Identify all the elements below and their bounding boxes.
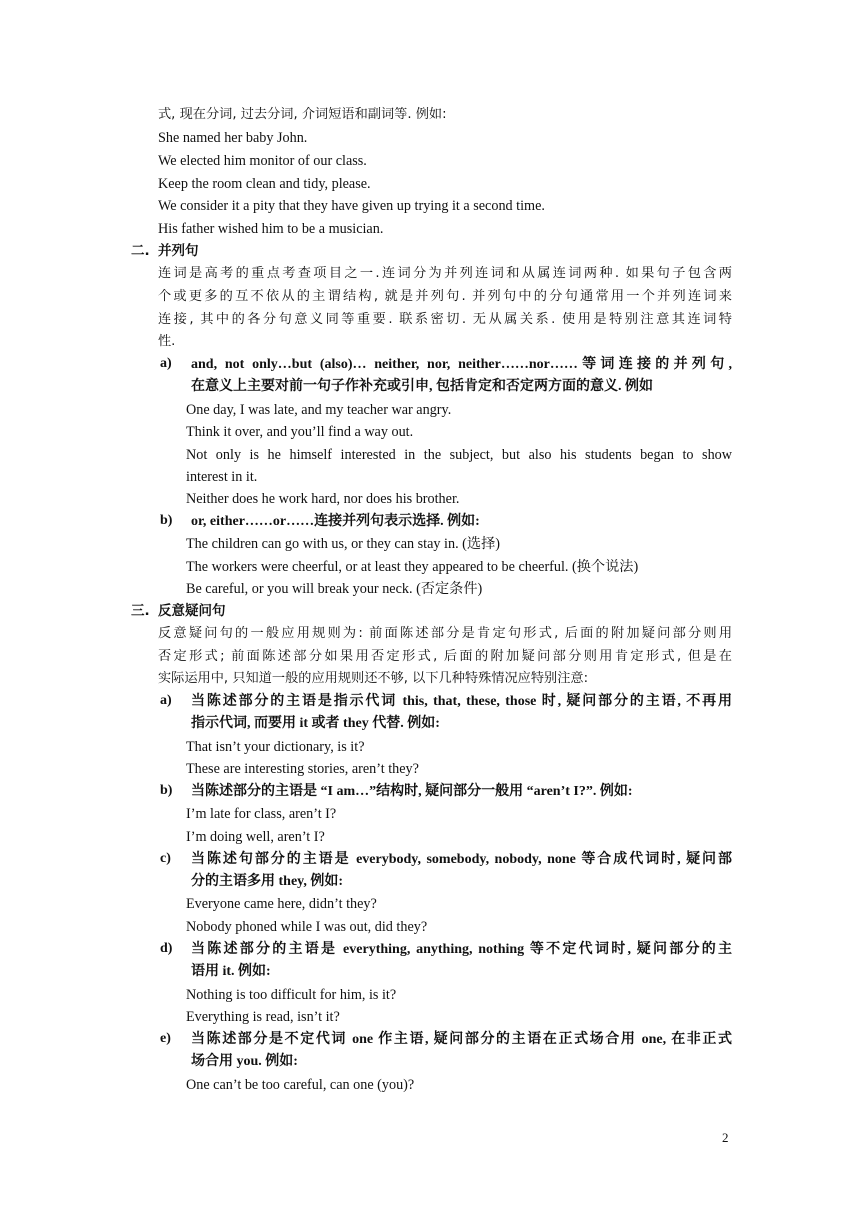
- example-sentence: One can’t be too careful, can one (you)?: [186, 1077, 415, 1093]
- example-sentence: She named her baby John.: [158, 130, 308, 146]
- example-sentence: We elected him monitor of our class.: [158, 153, 367, 169]
- paragraph-line: 连词是高考的重点考查项目之一.连词分为并列连词和从属连词两种. 如果句子包含两: [158, 266, 732, 281]
- example-sentence: Be careful, or you will break your neck. (否定条件): [186, 581, 483, 597]
- paragraph-line: 性.: [158, 334, 176, 349]
- list-item-text: 当陈述部分的主语是指示代词 this, that, these, those 时, 疑问部分的主语, 不再用: [191, 694, 732, 709]
- list-marker: a): [160, 693, 172, 708]
- list-marker: b): [160, 783, 173, 798]
- example-sentence: That isn’t your dictionary, is it?: [186, 739, 365, 755]
- list-item-text: 语用 it. 例如:: [191, 964, 271, 979]
- example-sentence: Everyone came here, didn’t they?: [186, 896, 377, 912]
- list-item-text: 当陈述部分是不定代词 one 作主语, 疑问部分的主语在正式场合用 one, 在非正式: [191, 1032, 732, 1047]
- example-sentence: I’m doing well, aren’t I?: [186, 829, 325, 845]
- paragraph-line: 否定形式; 前面陈述部分如果用否定形式, 后面的附加疑问部分则用肯定形式, 但是在: [158, 649, 732, 664]
- paragraph-line: 实际运用中, 只知道一般的应用规则还不够, 以下几种特殊情况应特别注意:: [158, 671, 589, 686]
- section-title: 并列句: [158, 243, 199, 259]
- list-item-text: 指示代词, 而要用 it 或者 they 代替. 例如:: [191, 716, 440, 731]
- example-sentence: These are interesting stories, aren’t they?: [186, 761, 419, 777]
- example-sentence: I’m late for class, aren’t I?: [186, 806, 337, 822]
- paragraph-line: 连接, 其中的各分句意义同等重要. 联系密切. 无从属关系. 使用是特别注意其连词特: [158, 312, 732, 327]
- example-sentence: The workers were cheerful, or at least they appeared to be cheerful. (换个说法): [186, 559, 639, 575]
- list-marker: b): [160, 513, 173, 528]
- paragraph-line: 个或更多的互不依从的主谓结构, 就是并列句. 并列句中的分句通常用一个并列连词来: [158, 289, 732, 304]
- example-sentence: Keep the room clean and tidy, please.: [158, 176, 371, 192]
- example-sentence: His father wished him to be a musician.: [158, 221, 384, 237]
- paragraph-line: 反意疑问句的一般应用规则为: 前面陈述部分是肯定句形式, 后面的附加疑问部分则用: [158, 626, 732, 641]
- page-number: 2: [722, 1130, 729, 1145]
- example-sentence: Everything is read, isn’t it?: [186, 1009, 340, 1025]
- list-marker: d): [160, 941, 173, 956]
- intro-continuation: 式, 现在分词, 过去分词, 介词短语和副词等. 例如:: [158, 107, 447, 122]
- list-item-text: 分的主语多用 they, 例如:: [191, 874, 344, 889]
- example-sentence: interest in it.: [186, 469, 258, 485]
- list-item-text: 当陈述部分的主语是 “I am…”结构时, 疑问部分一般用 “aren’t I?”. 例如:: [191, 784, 633, 799]
- list-item-text: 当陈述句部分的主语是 everybody, somebody, nobody, none 等合成代词时, 疑问部: [191, 852, 732, 867]
- section-number: 二.: [131, 243, 150, 259]
- list-item-text: 在意义上主要对前一句子作补充或引申, 包括肯定和否定两方面的意义. 例如: [191, 379, 653, 394]
- example-sentence: Nobody phoned while I was out, did they?: [186, 919, 428, 935]
- list-item-text: 当陈述部分的主语是 everything, anything, nothing 等不定代词时, 疑问部分的主: [191, 942, 732, 957]
- example-sentence: Neither does he work hard, nor does his brother.: [186, 491, 460, 507]
- list-marker: a): [160, 356, 172, 371]
- list-item-text: or, either……or……连接并列句表示选择. 例如:: [191, 514, 480, 529]
- example-sentence: Think it over, and you’ll find a way out.: [186, 424, 414, 440]
- example-sentence: One day, I was late, and my teacher war angry.: [186, 402, 452, 418]
- list-marker: e): [160, 1031, 171, 1046]
- section-number: 三.: [131, 603, 150, 619]
- list-item-text: 场合用 you. 例如:: [191, 1054, 298, 1069]
- example-sentence: Not only is he himself interested in the subject, but also his students began to show: [186, 447, 732, 463]
- example-sentence: The children can go with us, or they can stay in. (选择): [186, 536, 501, 552]
- list-marker: c): [160, 851, 171, 866]
- example-sentence: Nothing is too difficult for him, is it?: [186, 987, 397, 1003]
- section-title: 反意疑问句: [158, 603, 226, 619]
- example-sentence: We consider it a pity that they have given up trying it a second time.: [158, 198, 545, 214]
- list-item-text: and, not only…but (also)… neither, nor, neither……nor……等词连接的并列句,: [191, 357, 732, 372]
